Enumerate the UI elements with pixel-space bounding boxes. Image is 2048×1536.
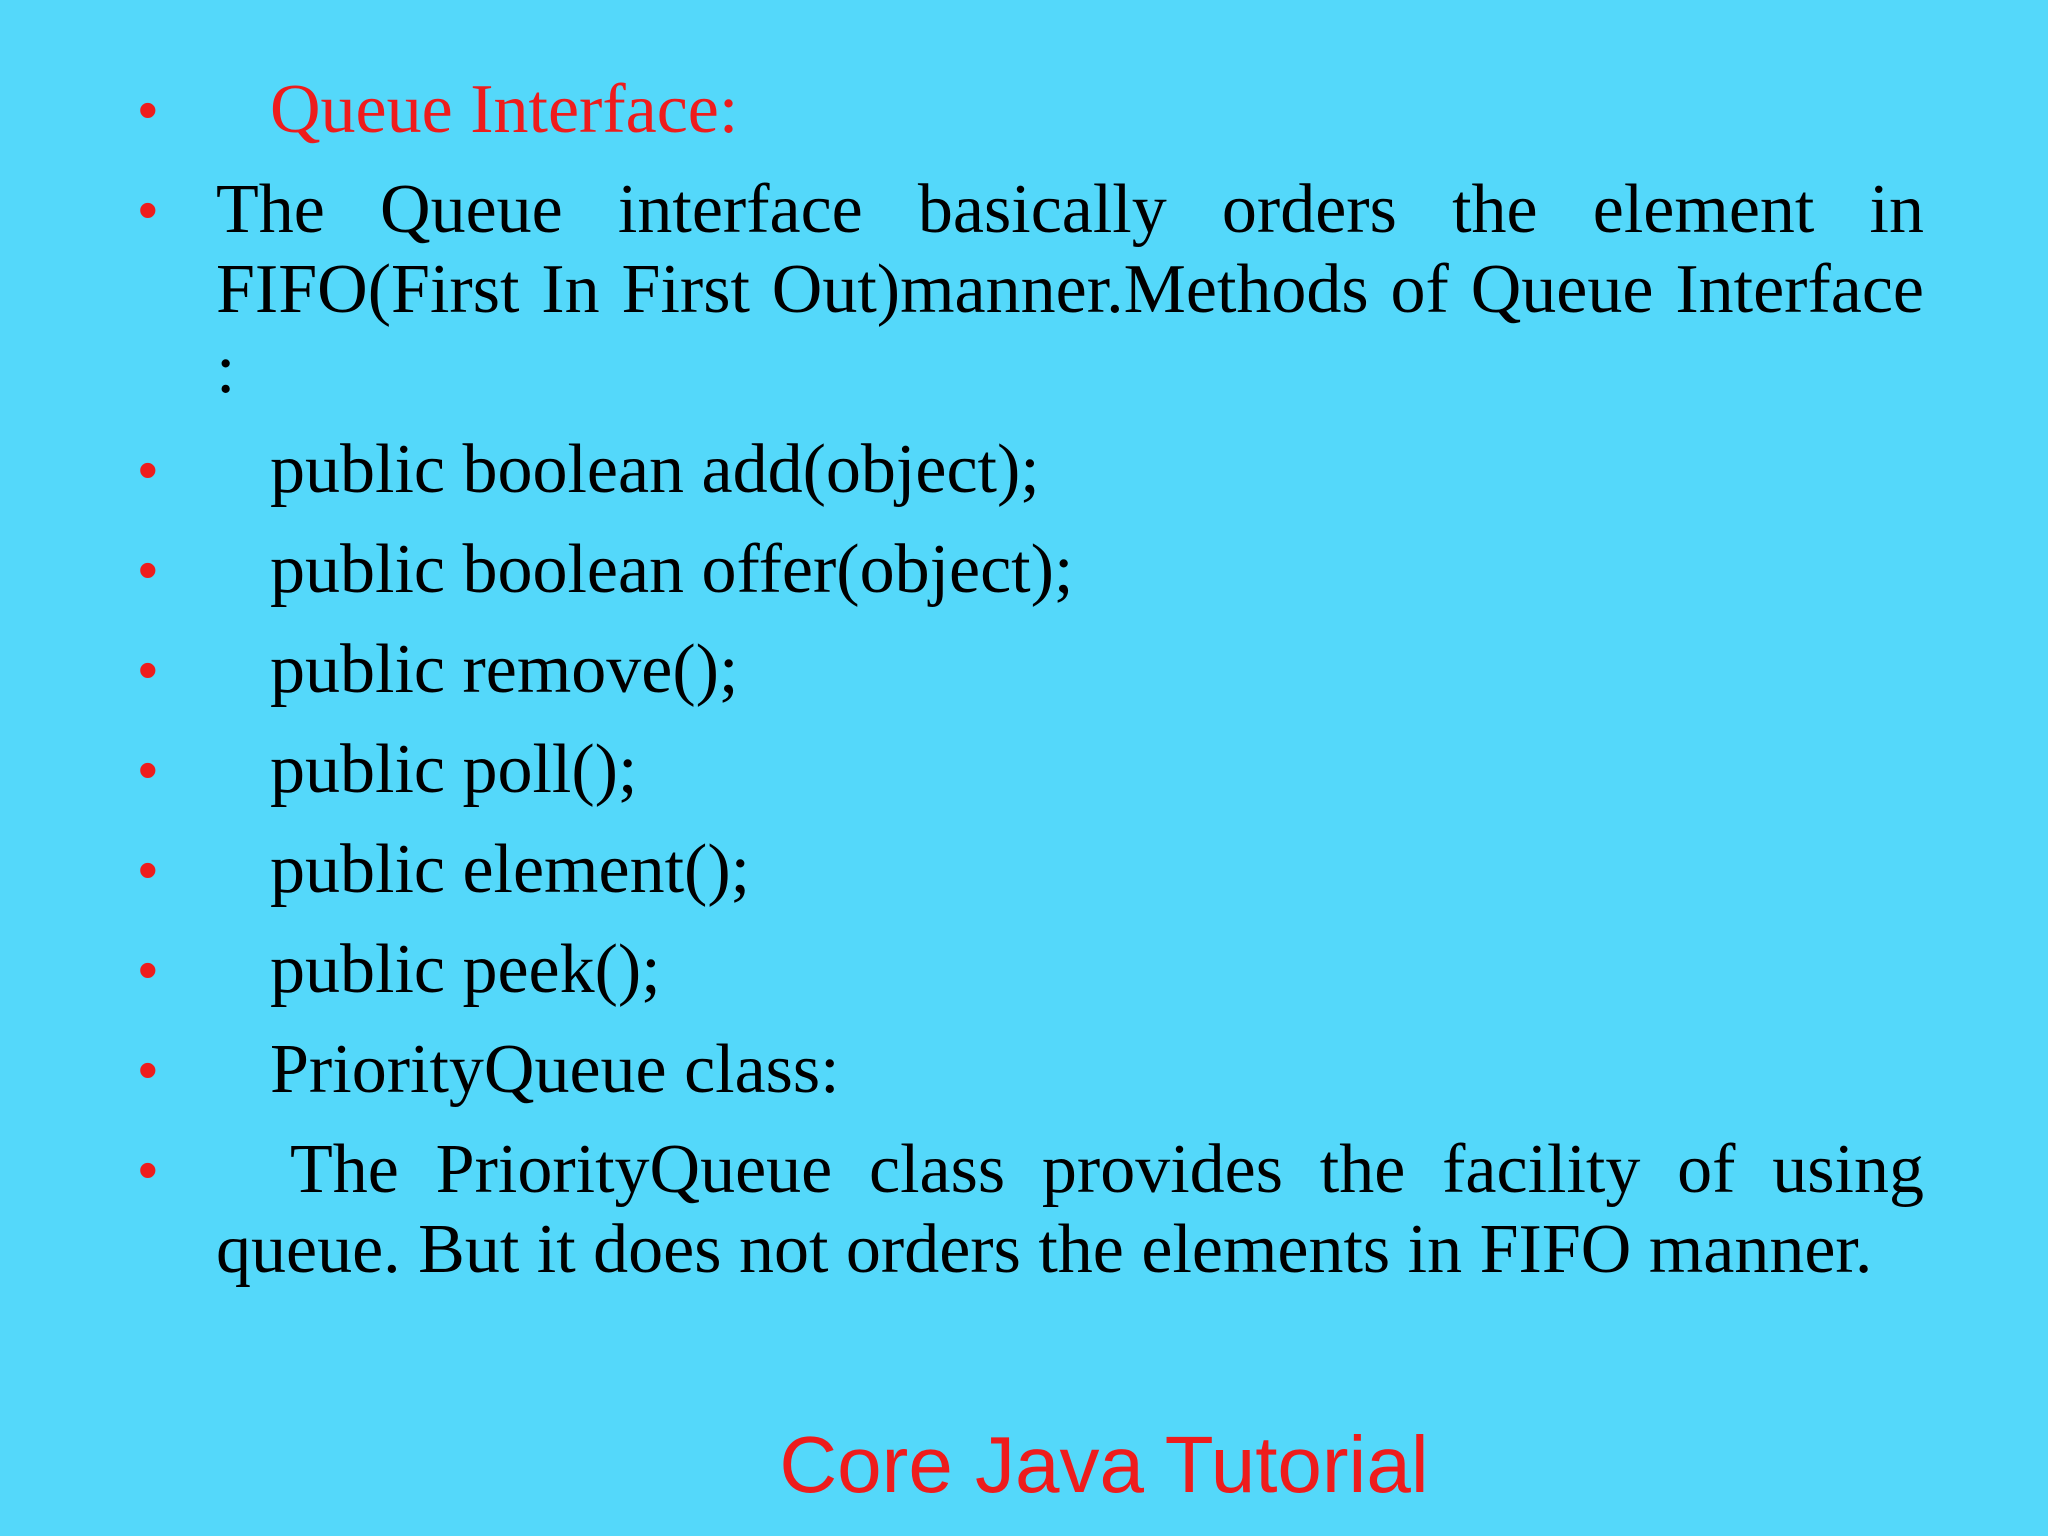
- priorityqueue-description-paragraph: The PriorityQueue class provides the facility of using queue. But it does not orders the elements in FIFO manner.: [216, 1131, 1924, 1288]
- method-add-text: public boolean add(object);: [270, 431, 1040, 508]
- bullet-dot-icon: •: [138, 638, 158, 701]
- bullet-dot-icon: •: [138, 538, 158, 601]
- bullet-item-method-poll: [138, 730, 1924, 810]
- method-peek-text: public peek();: [270, 931, 661, 1008]
- queue-interface-heading: Queue Interface:: [270, 71, 739, 148]
- bullet-dot-icon: •: [138, 438, 158, 501]
- bullet-dot-icon: •: [138, 78, 158, 141]
- bullet-dot-icon: •: [138, 738, 158, 801]
- queue-description-paragraph: The Queue interface basically orders the element in FIFO(First In First Out)manner.Methods of Queue Interface :: [216, 171, 1924, 408]
- method-poll-text: public poll();: [270, 731, 638, 808]
- footer-title: Core Java Tutorial: [779, 1420, 1429, 1509]
- bullet-dot-icon: •: [138, 178, 158, 241]
- method-offer-text: public boolean offer(object);: [270, 531, 1074, 608]
- bullet-item-method-element: [138, 830, 1924, 910]
- bullet-item-method-remove: [138, 630, 1924, 710]
- bullet-item-queue-description: [138, 170, 1924, 410]
- bullet-item-queue-interface-heading: [138, 70, 1924, 150]
- bullet-item-method-peek: [138, 930, 1924, 1010]
- bullet-list: [138, 70, 1924, 1310]
- bullet-dot-icon: •: [138, 1038, 158, 1101]
- bullet-item-priorityqueue-description: [138, 1130, 1924, 1290]
- bullet-dot-icon: •: [138, 1138, 158, 1201]
- method-remove-text: public remove();: [270, 631, 739, 708]
- bullet-item-method-add: [138, 430, 1924, 510]
- bullet-dot-icon: •: [138, 838, 158, 901]
- priorityqueue-class-heading: PriorityQueue class:: [270, 1031, 840, 1108]
- bullet-item-priorityqueue-heading: [138, 1030, 1924, 1110]
- bullet-dot-icon: •: [138, 938, 158, 1001]
- method-element-text: public element();: [270, 831, 751, 908]
- bullet-item-method-offer: [138, 530, 1924, 610]
